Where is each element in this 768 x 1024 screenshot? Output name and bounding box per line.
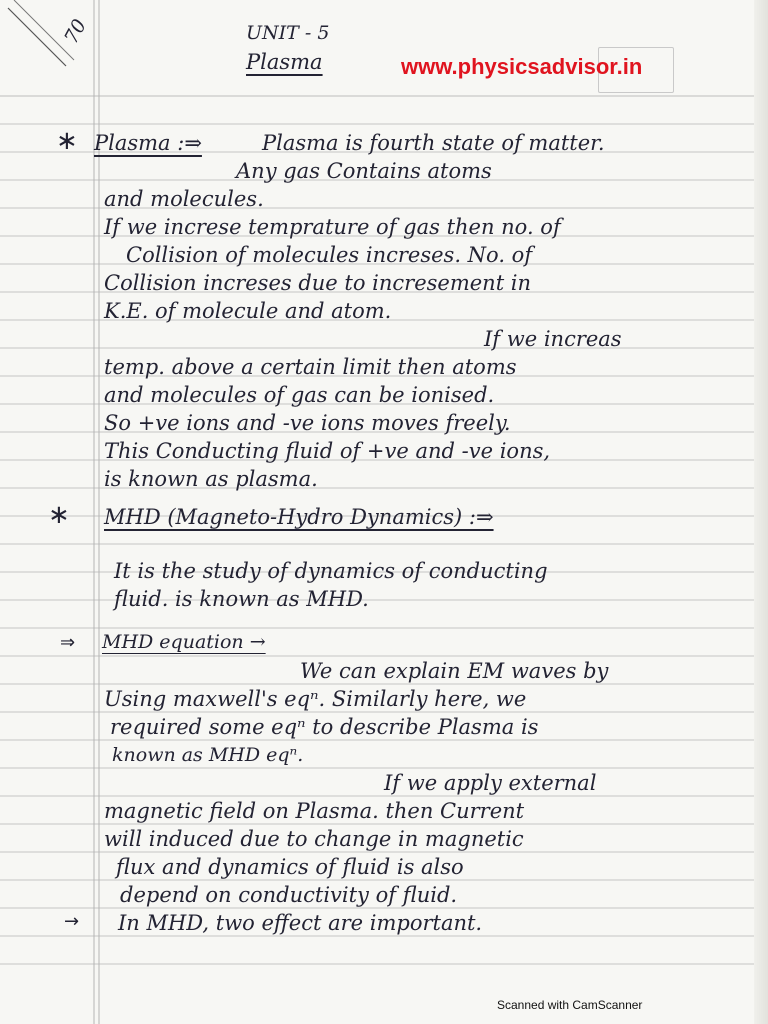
note-line: magnetic field on Plasma. then Current bbox=[104, 799, 525, 823]
note-line: fluid. is known as MHD. bbox=[114, 587, 369, 611]
note-line: depend on conductivity of fluid. bbox=[120, 883, 458, 907]
note-line: This Conducting fluid of +ve and -ve ions, bbox=[104, 439, 551, 463]
watermark-url: www.physicsadvisor.in bbox=[401, 54, 643, 79]
note-line: If we apply external bbox=[384, 771, 597, 795]
unit-title: UNIT - 5 bbox=[246, 22, 330, 44]
note-line: Plasma is fourth state of matter. bbox=[262, 131, 605, 155]
note-line: known as MHD eqⁿ. bbox=[112, 744, 304, 766]
page-number: 70 bbox=[60, 15, 92, 48]
note-line: We can explain EM waves by bbox=[300, 659, 609, 683]
mhd-heading: MHD (Magneto-Hydro Dynamics) :⇒ bbox=[104, 505, 494, 529]
note-line: So +ve ions and -ve ions moves freely. bbox=[104, 411, 511, 435]
topic-title: Plasma bbox=[246, 50, 323, 74]
note-line: If we increas bbox=[484, 327, 622, 351]
arrow-right-icon: → bbox=[64, 911, 80, 932]
note-line: Using maxwell's eqⁿ. Similarly here, we bbox=[104, 687, 527, 711]
note-line: Any gas Contains atoms bbox=[236, 159, 492, 183]
note-line: In MHD, two effect are important. bbox=[118, 911, 483, 935]
page-edge bbox=[754, 0, 768, 1024]
bullet-star-icon: ∗ bbox=[56, 126, 78, 156]
note-line: will induced due to change in magnetic bbox=[104, 827, 524, 851]
arrow-right-icon: ⇒ bbox=[60, 632, 76, 653]
note-line: It is the study of dynamics of conducting bbox=[114, 559, 548, 583]
bullet-star-icon: ∗ bbox=[48, 500, 70, 530]
scanner-footer: Scanned with CamScanner bbox=[497, 998, 643, 1012]
note-line: If we increse temprature of gas then no. of bbox=[104, 215, 561, 239]
plasma-heading: Plasma :⇒ bbox=[94, 131, 202, 155]
note-line: is known as plasma. bbox=[104, 467, 318, 491]
note-line: required some eqⁿ to describe Plasma is bbox=[110, 715, 539, 739]
note-line: and molecules. bbox=[104, 187, 264, 211]
mhd-equation-heading: MHD equation → bbox=[102, 631, 266, 653]
note-line: Collision increses due to incresement in bbox=[104, 271, 532, 295]
note-line: Collision of molecules increses. No. of bbox=[126, 243, 533, 267]
note-line: K.E. of molecule and atom. bbox=[104, 299, 392, 323]
note-line: temp. above a certain limit then atoms bbox=[104, 355, 517, 379]
note-line: flux and dynamics of fluid is also bbox=[116, 855, 464, 879]
note-line: and molecules of gas can be ionised. bbox=[104, 383, 495, 407]
